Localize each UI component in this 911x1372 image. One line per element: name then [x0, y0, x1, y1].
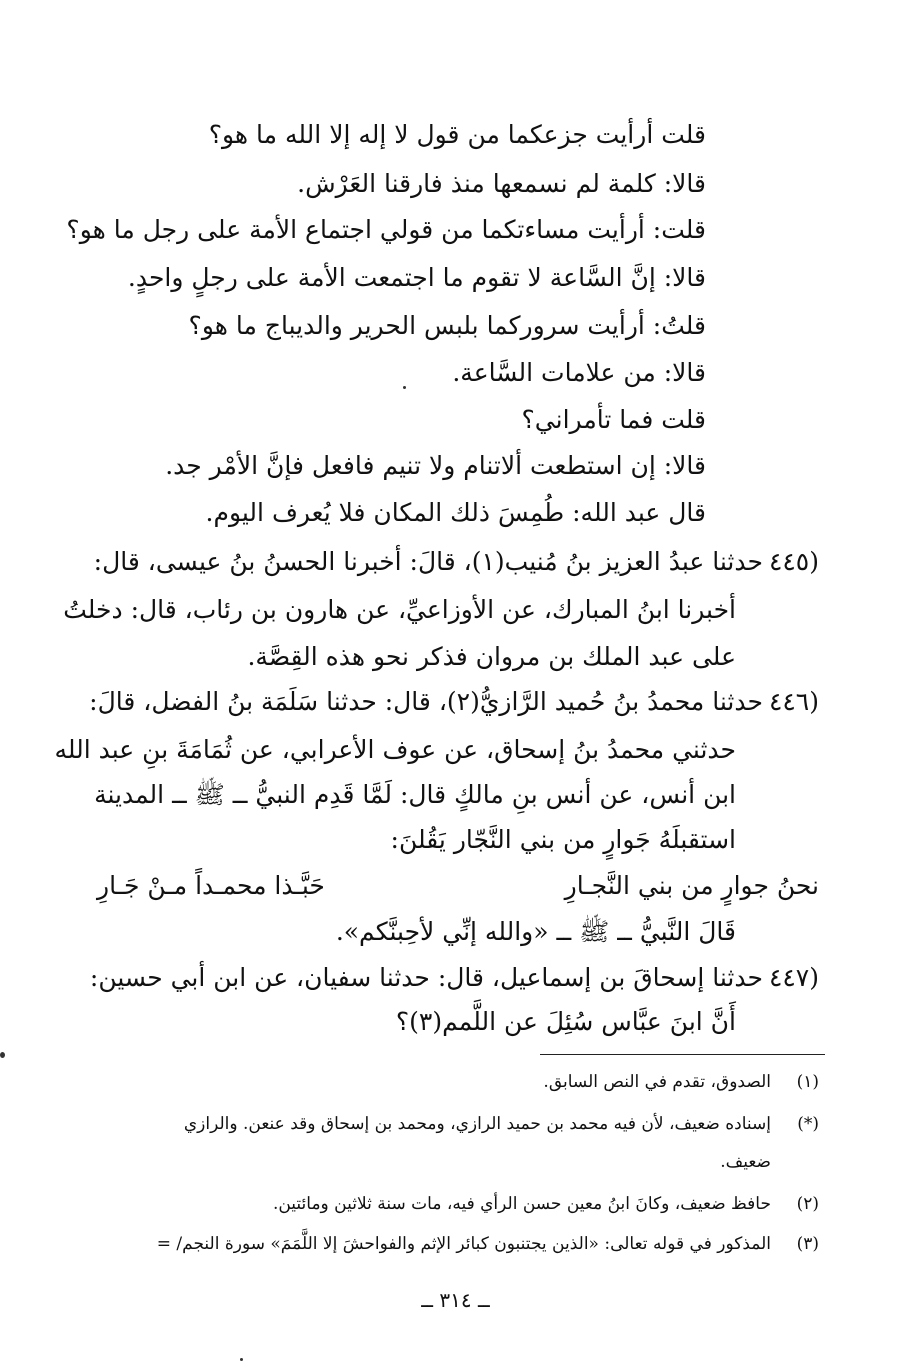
footnote-number: (*) — [797, 1114, 819, 1134]
footnote-1 — [543, 1068, 819, 1096]
hadith-447-number: (٤٤٧ — [768, 963, 819, 992]
verse-first-hemistich: نحنُ جوارٍ من بني النَّجـارِ — [564, 871, 819, 900]
scan-speck — [240, 1358, 243, 1361]
footnote-separator — [540, 1054, 825, 1055]
hadith-447-line-1 — [90, 958, 819, 998]
hadith-446-line-1 — [89, 682, 819, 722]
hadith-445-text: حدثنا عبدُ العزيز بنُ مُنيب(١)، قالَ: أخبرنا الحسنُ بنُ عيسى، قال: — [93, 547, 763, 576]
hadith-445-line-1 — [94, 542, 819, 582]
hadith-446-line-3: ابن أنس، عن أنس بنِ مالكٍ قال: لَمَّا قَدِم النبيُّ ــ ﷺ ــ المدينة — [94, 780, 736, 809]
footnote-text: حافظ ضعيف، وكانَ ابنُ معين حسن الرأي فيه، مات سنة ثلاثين ومائتين. — [272, 1194, 771, 1214]
hadith-446-line-4: استقبلَهُ جَوارٍ من بني النَّجّار يَقُلنَ: — [390, 825, 736, 854]
footnote-2 — [273, 1190, 819, 1218]
hadith-447-line-2: أَنَّ ابنَ عبَّاس سُئِلَ عن اللَّمم(٣)؟ — [395, 1007, 736, 1036]
dialogue-line: قالا: من علامات السَّاعة. — [452, 358, 706, 387]
poem-verse — [97, 866, 819, 906]
scan-speck — [403, 386, 406, 389]
dialogue-line: قلتُ: أرأيت سروركما بلبس الحرير والديباج ما هو؟ — [188, 311, 706, 340]
hadith-445-number: (٤٤٥ — [768, 547, 819, 576]
footnote-text: الصدوق، تقدم في النص السابق. — [543, 1072, 771, 1092]
hadith-447-text: حدثنا إسحاقَ بن إسماعيل، قال: حدثنا سفيان، عن ابن أبي حسين: — [89, 963, 763, 992]
dialogue-line: قالا: إنَّ السَّاعة لا تقوم ما اجتمعت الأمة على رجلٍ واحدٍ. — [127, 263, 706, 292]
hadith-445-line-2: أخبرنا ابنُ المبارك، عن الأوزاعيِّ، عن هارون بن رئاب، قال: دخلتُ — [63, 595, 736, 624]
footnote-number: (٣) — [796, 1234, 819, 1254]
hadith-446-text: حدثنا محمدُ بنُ حُميد الرَّازيُّ(٢)، قال: حدثنا سَلَمَة بنُ الفضل، قالَ: — [89, 687, 763, 716]
verse-second-hemistich: حَبَّـذا محمـداً مـنْ جَـارِ — [97, 871, 325, 900]
scan-speck — [0, 1052, 5, 1058]
dialogue-line: قالا: إن استطعت ألاتنام ولا تنيم فافعل فإنَّ الأمْر جد. — [165, 451, 706, 480]
footnote-star-continuation: ضعيف. — [720, 1152, 771, 1172]
dialogue-line: قلت أرأيت جزعكما من قول لا إله إلا الله ما هو؟ — [208, 120, 706, 149]
footnote-number: (٢) — [796, 1194, 819, 1214]
footnote-text: إسناده ضعيف، لأن فيه محمد بن حميد الرازي، ومحمد بن إسحاق وقد عنعن. والرازي — [183, 1114, 771, 1134]
dialogue-line: قلت: أرأيت مساءتكما من قولي اجتماع الأمة على رجل ما هو؟ — [66, 215, 706, 244]
hadith-445-line-3: على عبد الملك بن مروان فذكر نحو هذه القِصَّة. — [247, 642, 736, 671]
dialogue-line: قال عبد الله: طُمِسَ ذلك المكان فلا يُعرف اليوم. — [205, 498, 706, 527]
footnote-3 — [157, 1230, 819, 1258]
footnote-number: (١) — [796, 1072, 819, 1092]
hadith-446-after-verse: قَالَ النَّبيُّ ــ ﷺ ــ «والله إنِّي لأحِبنَّكم». — [335, 917, 736, 946]
page-number: ــ ٣١٤ ــ — [421, 1288, 490, 1312]
dialogue-line: قالا: كلمة لم نسمعها منذ فارقنا العَرْش. — [297, 169, 706, 198]
dialogue-line: قلت فما تأمراني؟ — [521, 405, 706, 434]
footnote-star — [184, 1110, 819, 1138]
hadith-446-line-2: حدثني محمدُ بنُ إسحاق، عن عوف الأعرابي، عن ثُمَامَةَ بنِ عبد الله — [54, 735, 736, 764]
hadith-446-number: (٤٤٦ — [768, 687, 819, 716]
footnote-text: المذكور في قوله تعالى: «الذين يجتنبون كبائر الإثم والفواحشَ إلا اللَّمَمَ» سورة النجم/ = — [156, 1234, 771, 1254]
